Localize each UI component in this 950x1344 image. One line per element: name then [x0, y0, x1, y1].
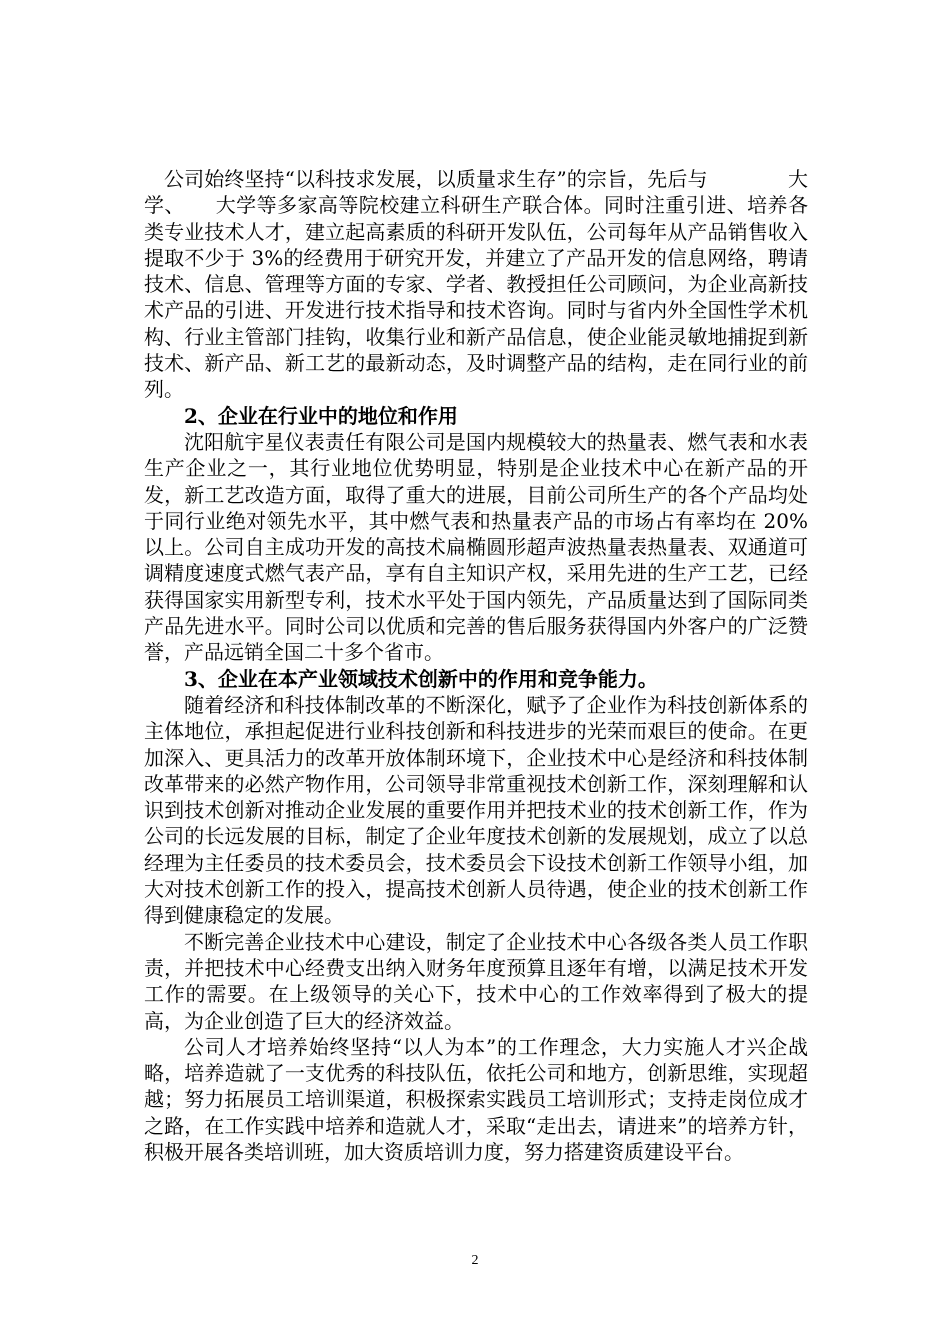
document-body: [144, 166, 808, 1165]
paragraph-1: 公司始终坚持“以科技求发展，以质量求生存”的宗旨，先后与 大学、 大学等多家高等院校建立科研生产联合体。同时注重引进、培养各类专业技术人才，建立起高素质的科研开发队伍，公司每年从产品销售收入提取不少于 3%的经费用于研究开发，并建立了产品开发的信息网络，聘请技术、信息、管理等方面的专家、学者、教授担任公司顾问，为企业高新技术产品的引进、开发进行技术指导和技术咨询。同时与省内外全国性学术机构、行业主管部门挂钩，收集行业和新产品信息，使企业能灵敏地捕捉到新技术、新产品、新工艺的最新动态，及时调整产品的结构，走在同行业的前列。: [144, 167, 808, 402]
section-heading-2: 2、企业在行业中的地位和作用: [184, 403, 458, 428]
section-heading-3: 3、企业在本产业领域技术创新中的作用和竞争能力。: [184, 666, 658, 691]
paragraph-2: 沈阳航宇星仪表责任有限公司是国内规模较大的热量表、燃气表和水表生产企业之一，其行业地位优势明显，特别是企业技术中心在新产品的开发，新工艺改造方面，取得了重大的进展，目前公司所生产的各个产品均处于同行业绝对领先水平，其中燃气表和热量表产品的市场占有率均在 20%以上。公司自主成功开发的高技术扁椭圆形超声波热量表热量表、双通道可调精度速度式燃气表产品，享有自主知识产权，采用先进的生产工艺，已经获得国家实用新型专利，技术水平处于国内领先，产品质量达到了国际同类产品先进水平。同时公司以优质和完善的售后服务获得国内外客户的广泛赞誉，产品远销全国二十多个省市。: [144, 429, 808, 665]
page-number: 2: [471, 1253, 479, 1268]
paragraph-4: 不断完善企业技术中心建设，制定了企业技术中心各级各类人员工作职责，并把技术中心经费支出纳入财务年度预算且逐年有增，以满足技术开发工作的需要。在上级领导的关心下，技术中心的工作效率得到了极大的提高，为企业创造了巨大的经济效益。: [144, 929, 808, 1033]
paragraph-3: 随着经济和科技体制改革的不断深化，赋予了企业作为科技创新体系的主体地位，承担起促进行业科技创新和科技进步的光荣而艰巨的使命。在更加深入、更具活力的改革开放体制环境下，企业技术中心是经济和科技体制改革带来的必然产物作用，公司领导非常重视技术创新工作，深刻理解和认识到技术创新对推动企业发展的重要作用并把技术业的技术创新工作，作为公司的长远发展的目标，制定了企业年度技术创新的发展规划，成立了以总经理为主任委员的技术委员会，技术委员会下设技术创新工作领导小组，加大对技术创新工作的投入，提高技术创新人员待遇，使企业的技术创新工作得到健康稳定的发展。: [144, 692, 808, 928]
paragraph-5: 公司人才培养始终坚持“以人为本”的工作理念，大力实施人才兴企战略，培养造就了一支优秀的科技队伍，依托公司和地方，创新思维，实现超越；努力拓展员工培训渠道，积极探索实践员工培训形式；支持走岗位成才之路，在工作实践中培养和造就人才，采取“走出去，请进来”的培养方针，积极开展各类培训班，加大资质培训力度，努力搭建资质建设平台。: [144, 1034, 808, 1164]
